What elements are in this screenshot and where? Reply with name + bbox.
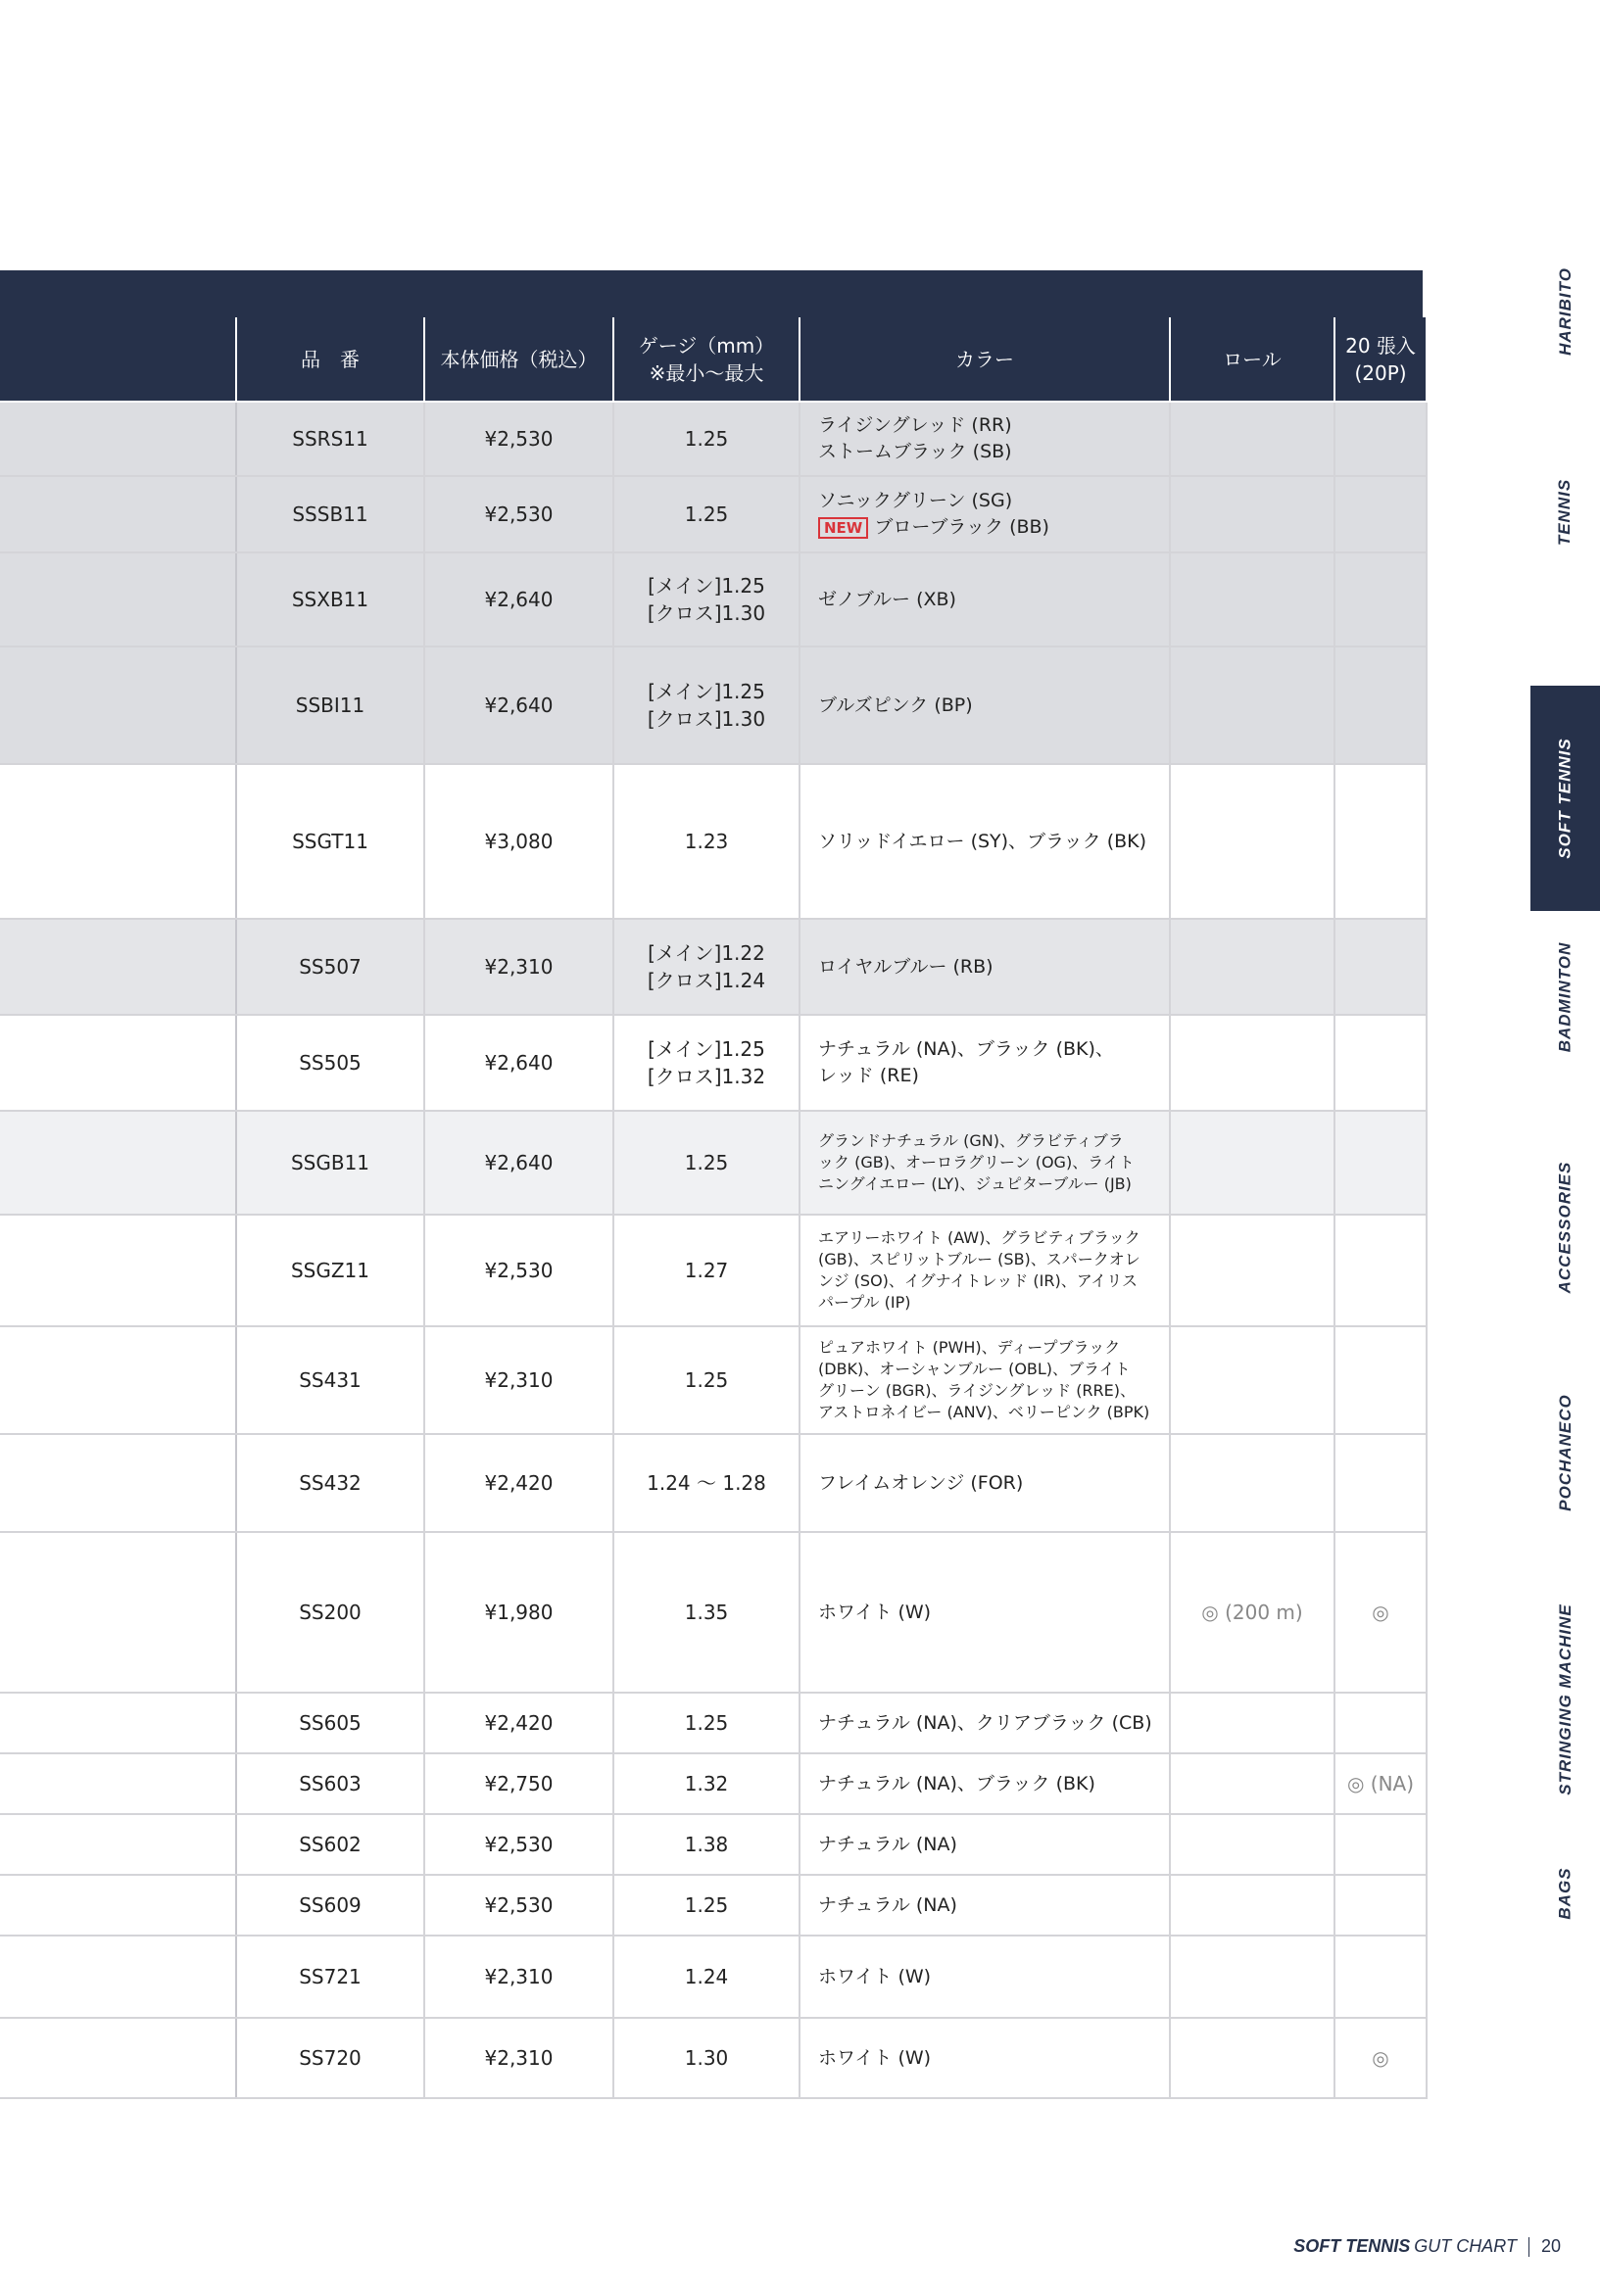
- price: ¥2,530: [424, 476, 613, 552]
- roll: [1170, 1936, 1334, 2018]
- side-tab-bags[interactable]: [1530, 1817, 1600, 1969]
- product-code: SSRS11: [236, 402, 424, 476]
- color-cell: [800, 552, 1170, 646]
- side-tab-accessories[interactable]: [1530, 1141, 1600, 1313]
- price: ¥2,750: [424, 1753, 613, 1814]
- new-badge: NEW: [818, 517, 868, 539]
- pack: ◎ (NA): [1334, 1753, 1427, 1814]
- row-spacer: [0, 1326, 236, 1434]
- pack: ◎: [1334, 2018, 1427, 2098]
- color-text: アストロネイビー (ANV)、ベリーピンク (BPK): [818, 1403, 1150, 1421]
- pack: [1334, 1936, 1427, 2018]
- color-line: [818, 439, 1169, 465]
- color-cell: [800, 402, 1170, 476]
- color-text: (GB)、スピリットブルー (SB)、スパークオレ: [818, 1250, 1140, 1268]
- roll: [1170, 476, 1334, 552]
- color-text: ロイヤルブルー (RB): [818, 955, 994, 978]
- table-row: [0, 1693, 1427, 1753]
- row-spacer: [0, 646, 236, 764]
- header-gauge-line2: ※最小～最大: [649, 360, 764, 385]
- gauge: [メイン]1.25 [クロス]1.32: [613, 1015, 800, 1111]
- product-code: SSBI11: [236, 646, 424, 764]
- color-text: グランドナチュラル (GN)、グラビティブラ: [818, 1131, 1124, 1150]
- row-spacer: [0, 1015, 236, 1111]
- row-spacer: [0, 1875, 236, 1936]
- header-pack-line1: 20 張入: [1345, 333, 1416, 358]
- gauge: 1.25: [613, 476, 800, 552]
- color-text: (DBK)、オーシャンブルー (OBL)、ブライト: [818, 1360, 1131, 1378]
- pack: [1334, 1434, 1427, 1532]
- table-row: [0, 1753, 1427, 1814]
- side-tab-label: HARIBITO: [1555, 266, 1575, 356]
- row-spacer: [0, 1111, 236, 1215]
- color-text: ニングイエロー (LY)、ジュピターブルー (JB): [818, 1174, 1132, 1193]
- table-row: [0, 1215, 1427, 1326]
- side-tab-label: SOFT TENNIS: [1555, 738, 1575, 859]
- gauge: 1.23: [613, 764, 800, 919]
- color-text: ソリッドイエロー (SY)、ブラック (BK): [818, 830, 1147, 852]
- color-text: グリーン (BGR)、ライジングレッド (RRE)、: [818, 1381, 1137, 1400]
- color-line: [818, 1292, 1159, 1314]
- color-line: [818, 1337, 1159, 1359]
- price: ¥2,530: [424, 1814, 613, 1875]
- roll: [1170, 402, 1334, 476]
- gauge: [メイン]1.25 [クロス]1.30: [613, 646, 800, 764]
- gauge: 1.25: [613, 1111, 800, 1215]
- roll: [1170, 552, 1334, 646]
- gauge: 1.24 ～ 1.28: [613, 1434, 800, 1532]
- row-spacer: [0, 1434, 236, 1532]
- color-line: [818, 1380, 1159, 1402]
- pack: [1334, 1015, 1427, 1111]
- row-spacer: [0, 764, 236, 919]
- price: ¥2,310: [424, 2018, 613, 2098]
- side-tab-label: STRINGING MACHINE: [1555, 1603, 1575, 1795]
- header-pack-line2: (20P): [1354, 360, 1407, 385]
- color-cell: [800, 764, 1170, 919]
- pack: [1334, 919, 1427, 1015]
- color-text: ブルズピンク (BP): [818, 694, 973, 716]
- pack: [1334, 476, 1427, 552]
- pack: [1334, 1326, 1427, 1434]
- row-spacer: [0, 919, 236, 1015]
- color-text: ソニックグリーン (SG): [818, 490, 1013, 511]
- color-text: パープル (IP): [818, 1293, 911, 1312]
- roll: [1170, 764, 1334, 919]
- pack: [1334, 764, 1427, 919]
- roll: [1170, 1215, 1334, 1326]
- gauge: 1.25: [613, 1326, 800, 1434]
- pack: ◎: [1334, 1532, 1427, 1693]
- gauge: 1.25: [613, 1693, 800, 1753]
- side-tab-label: ACCESSORIES: [1555, 1161, 1575, 1293]
- price: ¥2,640: [424, 646, 613, 764]
- pack: [1334, 1215, 1427, 1326]
- product-code: SS720: [236, 2018, 424, 2098]
- roll: [1170, 1753, 1334, 1814]
- page-footer: [1293, 2236, 1561, 2257]
- color-cell: [800, 1215, 1170, 1326]
- product-code: SSXB11: [236, 552, 424, 646]
- header-band: [0, 270, 1423, 317]
- header-product-no: 品 番: [236, 317, 424, 402]
- table-row: [0, 646, 1427, 764]
- table-body: [0, 402, 1427, 2098]
- pack: [1334, 1875, 1427, 1936]
- table-row: [0, 476, 1427, 552]
- footer-subtitle: GUT CHART: [1414, 2235, 1517, 2256]
- price: ¥2,310: [424, 1936, 613, 2018]
- color-cell: [800, 1936, 1170, 2018]
- table-row: [0, 1434, 1427, 1532]
- roll: ◎ (200 m): [1170, 1532, 1334, 1693]
- table-row: [0, 1936, 1427, 2018]
- color-text: レッド (RE): [818, 1065, 919, 1086]
- price: ¥2,310: [424, 919, 613, 1015]
- color-line: [818, 1063, 1169, 1089]
- roll: [1170, 646, 1334, 764]
- color-cell: [800, 1326, 1170, 1434]
- header-pack: [1334, 317, 1427, 402]
- header-gauge: [613, 317, 800, 402]
- color-line: [818, 1359, 1159, 1380]
- product-code: SS200: [236, 1532, 424, 1693]
- color-line: [818, 587, 1169, 613]
- color-line: [818, 1036, 1169, 1063]
- color-line: [818, 412, 1169, 439]
- table-row: [0, 402, 1427, 476]
- row-spacer: [0, 2018, 236, 2098]
- price: ¥1,980: [424, 1532, 613, 1693]
- row-spacer: [0, 1532, 236, 1693]
- color-cell: [800, 1753, 1170, 1814]
- product-code: SS721: [236, 1936, 424, 2018]
- color-line: [818, 1402, 1159, 1423]
- gauge: 1.35: [613, 1532, 800, 1693]
- side-tab-label: BADMINTON: [1555, 941, 1575, 1052]
- footer-divider: [1528, 2237, 1529, 2257]
- side-tab-label: POCHANECO: [1555, 1393, 1575, 1511]
- roll: [1170, 919, 1334, 1015]
- table-row: [0, 552, 1427, 646]
- roll: [1170, 1693, 1334, 1753]
- roll: [1170, 1015, 1334, 1111]
- color-line: [818, 829, 1169, 855]
- gauge: 1.25: [613, 1875, 800, 1936]
- color-line: [818, 954, 1169, 981]
- row-spacer: [0, 476, 236, 552]
- price: ¥2,310: [424, 1326, 613, 1434]
- table-row: [0, 1326, 1427, 1434]
- color-line: [818, 1270, 1159, 1292]
- color-cell: [800, 1015, 1170, 1111]
- page-number: 20: [1540, 2235, 1561, 2256]
- price: ¥2,530: [424, 402, 613, 476]
- gut-chart-table: [0, 317, 1428, 2099]
- table-row: [0, 1111, 1427, 1215]
- color-line: [818, 2045, 1169, 2072]
- color-line: [818, 1227, 1159, 1249]
- color-line: [818, 1470, 1169, 1497]
- color-line: [818, 1130, 1159, 1152]
- gauge: 1.38: [613, 1814, 800, 1875]
- color-text: ピュアホワイト (PWH)、ディープブラック: [818, 1338, 1121, 1357]
- color-line: [818, 1600, 1169, 1626]
- color-text: ナチュラル (NA)、ブラック (BK)、: [818, 1038, 1114, 1060]
- color-text: フレイムオレンジ (FOR): [818, 1471, 1024, 1494]
- side-tab-soft-tennis[interactable]: [1530, 686, 1600, 911]
- color-line: [818, 1249, 1159, 1270]
- price: ¥2,640: [424, 1111, 613, 1215]
- roll: [1170, 2018, 1334, 2098]
- footer-title: SOFT TENNIS: [1293, 2235, 1411, 2256]
- roll: [1170, 1111, 1334, 1215]
- row-spacer: [0, 1814, 236, 1875]
- side-tabs: [1530, 225, 1600, 1988]
- color-line: [818, 1710, 1169, 1737]
- table-row: [0, 764, 1427, 919]
- side-tab-stringing-machine[interactable]: [1530, 1592, 1600, 1807]
- pack: [1334, 646, 1427, 764]
- side-tab-haribito[interactable]: [1530, 225, 1600, 397]
- color-cell: [800, 2018, 1170, 2098]
- color-text: ナチュラル (NA)、ブラック (BK): [818, 1772, 1095, 1794]
- table-row: [0, 2018, 1427, 2098]
- gauge: 1.25: [613, 402, 800, 476]
- gauge: [メイン]1.22 [クロス]1.24: [613, 919, 800, 1015]
- color-line: [818, 1173, 1159, 1195]
- color-text: ナチュラル (NA): [818, 1893, 957, 1916]
- gauge: 1.24: [613, 1936, 800, 2018]
- product-code: SS507: [236, 919, 424, 1015]
- row-spacer: [0, 1215, 236, 1326]
- table-row: [0, 1814, 1427, 1875]
- color-text: ンジ (SO)、イグナイトレッド (IR)、アイリス: [818, 1271, 1138, 1290]
- color-text: ストームブラック (SB): [818, 441, 1012, 462]
- row-spacer: [0, 402, 236, 476]
- product-code: SSSB11: [236, 476, 424, 552]
- color-cell: [800, 1434, 1170, 1532]
- header-spacer: [0, 317, 236, 402]
- row-spacer: [0, 552, 236, 646]
- price: ¥2,420: [424, 1434, 613, 1532]
- color-line: [818, 1152, 1159, 1173]
- color-cell: [800, 1875, 1170, 1936]
- gauge: 1.30: [613, 2018, 800, 2098]
- header-color: カラー: [800, 317, 1170, 402]
- gauge: [メイン]1.25 [クロス]1.30: [613, 552, 800, 646]
- side-tab-label: TENNIS: [1555, 478, 1575, 546]
- color-text: ライジングレッド (RR): [818, 414, 1012, 436]
- product-code: SS602: [236, 1814, 424, 1875]
- roll: [1170, 1326, 1334, 1434]
- pack: [1334, 1111, 1427, 1215]
- row-spacer: [0, 1753, 236, 1814]
- color-cell: [800, 646, 1170, 764]
- product-code: SSGB11: [236, 1111, 424, 1215]
- color-line: [818, 1832, 1169, 1858]
- color-text: ゼノブルー (XB): [818, 588, 956, 610]
- table-header-row: [0, 317, 1427, 402]
- color-cell: [800, 1693, 1170, 1753]
- pack: [1334, 552, 1427, 646]
- color-line: [818, 1964, 1169, 1990]
- color-line: [818, 1892, 1169, 1919]
- price: ¥2,530: [424, 1215, 613, 1326]
- color-cell: [800, 1532, 1170, 1693]
- row-spacer: [0, 1936, 236, 2018]
- price: ¥2,420: [424, 1693, 613, 1753]
- color-line: [818, 1771, 1169, 1797]
- color-line: [818, 693, 1169, 719]
- pack: [1334, 1814, 1427, 1875]
- price: ¥2,640: [424, 1015, 613, 1111]
- color-text: ナチュラル (NA): [818, 1833, 957, 1855]
- product-code: SS432: [236, 1434, 424, 1532]
- product-code: SSGT11: [236, 764, 424, 919]
- pack: [1334, 1693, 1427, 1753]
- color-text: ック (GB)、オーロラグリーン (OG)、ライト: [818, 1153, 1135, 1172]
- product-code: SS431: [236, 1326, 424, 1434]
- gauge: 1.32: [613, 1753, 800, 1814]
- pack: [1334, 402, 1427, 476]
- gauge: 1.27: [613, 1215, 800, 1326]
- header-gauge-line1: ゲージ（mm）: [638, 333, 775, 358]
- color-text: ホワイト (W): [818, 1965, 932, 1987]
- product-code: SS505: [236, 1015, 424, 1111]
- header-price: 本体価格（税込）: [424, 317, 613, 402]
- price: ¥2,640: [424, 552, 613, 646]
- color-cell: [800, 919, 1170, 1015]
- header-roll: ロール: [1170, 317, 1334, 402]
- roll: [1170, 1875, 1334, 1936]
- color-text: エアリーホワイト (AW)、グラビティブラック: [818, 1228, 1140, 1247]
- color-cell: [800, 1111, 1170, 1215]
- side-tab-pochaneco[interactable]: [1530, 1366, 1600, 1538]
- table-row: [0, 1015, 1427, 1111]
- table-row: [0, 919, 1427, 1015]
- price: ¥3,080: [424, 764, 613, 919]
- product-code: SS603: [236, 1753, 424, 1814]
- product-code: SSGZ11: [236, 1215, 424, 1326]
- row-spacer: [0, 1693, 236, 1753]
- color-line: [818, 488, 1169, 514]
- side-tab-badminton[interactable]: [1530, 911, 1600, 1082]
- roll: [1170, 1434, 1334, 1532]
- color-text: ホワイト (W): [818, 2046, 932, 2069]
- product-code: SS609: [236, 1875, 424, 1936]
- color-line: [818, 514, 1169, 541]
- color-cell: [800, 1814, 1170, 1875]
- table-row: [0, 1875, 1427, 1936]
- color-text: ナチュラル (NA)、クリアブラック (CB): [818, 1711, 1152, 1734]
- side-tab-tennis[interactable]: [1530, 426, 1600, 598]
- side-tab-label: BAGS: [1555, 1866, 1575, 1920]
- product-code: SS605: [236, 1693, 424, 1753]
- table-row: [0, 1532, 1427, 1693]
- price: ¥2,530: [424, 1875, 613, 1936]
- color-cell: [800, 476, 1170, 552]
- color-text: ホワイト (W): [818, 1601, 932, 1623]
- roll: [1170, 1814, 1334, 1875]
- color-text: ブローブラック (BB): [874, 516, 1049, 538]
